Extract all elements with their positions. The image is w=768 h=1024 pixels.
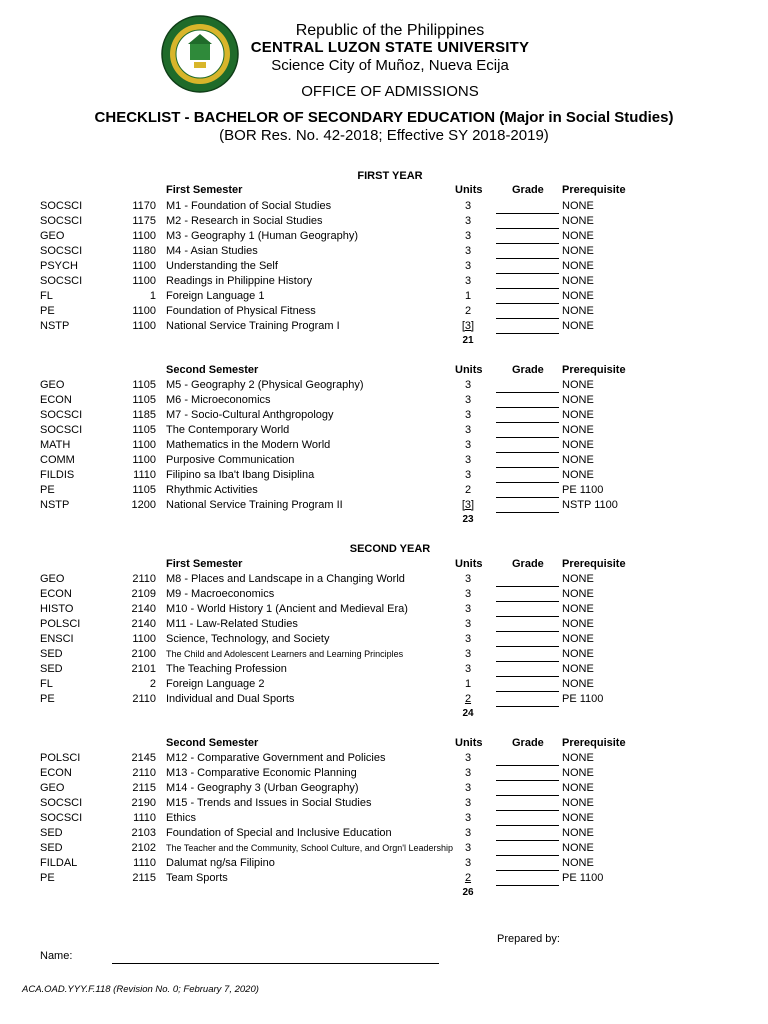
grade-field[interactable] bbox=[496, 840, 559, 841]
course-units: 3 bbox=[464, 796, 472, 809]
grade-field[interactable] bbox=[496, 885, 559, 886]
course-row bbox=[0, 484, 768, 499]
course-title: Foreign Language 1 bbox=[166, 289, 265, 302]
course-prerequisite: NONE bbox=[562, 408, 594, 421]
course-row bbox=[0, 663, 768, 678]
course-prerequisite: NONE bbox=[562, 856, 594, 869]
grade-header: Grade bbox=[512, 184, 544, 196]
course-prerequisite: NONE bbox=[562, 379, 594, 391]
header-location: Science City of Muñoz, Nueva Ecija bbox=[271, 57, 509, 74]
course-row bbox=[0, 603, 768, 618]
course-number: 2100 bbox=[131, 647, 156, 660]
course-title: M7 - Socio-Cultural Anthgropology bbox=[166, 408, 334, 421]
course-row bbox=[0, 573, 768, 588]
course-number: 2110 bbox=[132, 692, 156, 705]
course-prerequisite: NONE bbox=[562, 796, 594, 809]
grade-field[interactable] bbox=[496, 810, 559, 811]
course-number: 2 bbox=[149, 677, 156, 690]
course-prerequisite: NONE bbox=[562, 244, 594, 257]
course-units: 3 bbox=[464, 767, 472, 779]
course-title: National Service Training Program II bbox=[166, 498, 343, 511]
course-dept: NSTP bbox=[40, 498, 70, 511]
year-label: SECOND YEAR bbox=[349, 543, 431, 555]
course-dept: ECON bbox=[40, 767, 72, 779]
course-prerequisite: NONE bbox=[562, 229, 594, 242]
grade-field[interactable] bbox=[496, 646, 559, 647]
semester-label: Second Semester bbox=[166, 364, 259, 376]
course-row bbox=[0, 499, 768, 514]
grade-field[interactable] bbox=[496, 273, 559, 274]
course-row bbox=[0, 797, 768, 812]
course-units: 3 bbox=[464, 573, 472, 585]
grade-field[interactable] bbox=[496, 213, 559, 214]
grade-field[interactable] bbox=[496, 482, 559, 483]
course-units: 3 bbox=[464, 274, 472, 287]
course-units: 3 bbox=[464, 752, 472, 764]
course-prerequisite: NONE bbox=[562, 438, 594, 451]
course-number: 1100 bbox=[132, 304, 156, 317]
course-prerequisite: NONE bbox=[562, 453, 594, 466]
course-units: 3 bbox=[464, 588, 472, 600]
course-dept: SOCSCI bbox=[40, 244, 83, 257]
semester-label: Second Semester bbox=[166, 737, 259, 749]
course-units: 2 bbox=[464, 304, 472, 317]
course-number: 1100 bbox=[132, 259, 156, 272]
name-label: Name: bbox=[40, 950, 73, 962]
grade-field[interactable] bbox=[496, 333, 559, 334]
prepared-by-label: Prepared by: bbox=[497, 933, 560, 945]
grade-field[interactable] bbox=[496, 601, 559, 602]
grade-header: Grade bbox=[512, 737, 544, 749]
course-dept: PE bbox=[40, 304, 55, 317]
grade-field[interactable] bbox=[496, 795, 559, 796]
units-header: Units bbox=[455, 184, 483, 196]
course-row bbox=[0, 439, 768, 454]
course-prerequisite: NONE bbox=[562, 319, 594, 332]
course-row bbox=[0, 379, 768, 394]
course-prerequisite: NONE bbox=[562, 662, 594, 675]
course-units: 3 bbox=[464, 408, 472, 421]
course-row bbox=[0, 290, 768, 305]
course-number: 1170 bbox=[132, 200, 156, 212]
course-prerequisite: NONE bbox=[562, 752, 594, 764]
course-title: M3 - Geography 1 (Human Geography) bbox=[166, 229, 358, 242]
course-row bbox=[0, 409, 768, 424]
course-number: 1105 bbox=[132, 393, 156, 406]
course-number: 1185 bbox=[132, 408, 156, 421]
course-title: National Service Training Program I bbox=[166, 319, 340, 332]
course-number: 1100 bbox=[132, 438, 156, 451]
course-number: 1200 bbox=[131, 498, 156, 511]
form-code: ACA.OAD.YYY.F.118 (Revision No. 0; February 7, 2020) bbox=[22, 984, 259, 995]
course-dept: SED bbox=[40, 647, 63, 660]
header-republic: Republic of the Philippines bbox=[295, 22, 485, 39]
course-number: 2115 bbox=[132, 871, 156, 884]
course-number: 1100 bbox=[132, 319, 156, 332]
course-units: 3 bbox=[464, 602, 472, 615]
course-number: 1100 bbox=[132, 453, 156, 466]
course-dept: NSTP bbox=[40, 319, 70, 332]
course-title: Team Sports bbox=[166, 871, 228, 884]
course-dept: SOCSCI bbox=[40, 214, 83, 227]
course-prerequisite: NONE bbox=[562, 200, 594, 212]
course-title: The Teacher and the Community, School Culture, and Orgn'l Leadership bbox=[166, 842, 454, 853]
course-title: M9 - Macroeconomics bbox=[166, 588, 275, 600]
header-university: CENTRAL LUZON STATE UNIVERSITY bbox=[250, 39, 530, 56]
course-row bbox=[0, 394, 768, 409]
course-row bbox=[0, 648, 768, 663]
course-row bbox=[0, 230, 768, 245]
grade-field[interactable] bbox=[496, 228, 559, 229]
course-prerequisite: PE 1100 bbox=[562, 483, 604, 496]
course-units: 3 bbox=[464, 617, 472, 630]
course-number: 2101 bbox=[131, 662, 156, 675]
course-row bbox=[0, 588, 768, 603]
course-prerequisite: NONE bbox=[562, 647, 594, 660]
course-prerequisite: NONE bbox=[562, 393, 594, 406]
grade-field[interactable] bbox=[496, 870, 559, 871]
course-dept: SOCSCI bbox=[40, 200, 83, 212]
course-prerequisite: NONE bbox=[562, 304, 594, 317]
document-title: CHECKLIST - BACHELOR OF SECONDARY EDUCATION (Major in Social Studies) bbox=[94, 109, 674, 126]
course-dept: SOCSCI bbox=[40, 423, 83, 436]
course-title: M4 - Asian Studies bbox=[166, 244, 258, 257]
course-title: M13 - Comparative Economic Planning bbox=[166, 767, 357, 779]
course-units: 3 bbox=[464, 214, 472, 227]
course-title: M8 - Places and Landscape in a Changing World bbox=[166, 573, 405, 585]
course-units: 3 bbox=[464, 811, 472, 824]
grade-field[interactable] bbox=[496, 497, 559, 498]
course-units: [3] bbox=[461, 498, 475, 511]
course-dept: FILDIS bbox=[40, 468, 75, 481]
course-dept: COMM bbox=[40, 453, 75, 466]
course-title: Science, Technology, and Society bbox=[166, 632, 330, 645]
course-number: 2145 bbox=[131, 752, 156, 764]
grade-field[interactable] bbox=[496, 512, 559, 513]
course-dept: POLSCI bbox=[40, 752, 81, 764]
name-signature-line[interactable] bbox=[112, 963, 439, 964]
course-title: Foundation of Special and Inclusive Education bbox=[166, 826, 392, 839]
course-units: 3 bbox=[464, 632, 472, 645]
prerequisite-header: Prerequisite bbox=[562, 364, 626, 376]
grade-field[interactable] bbox=[496, 780, 559, 781]
grade-field[interactable] bbox=[496, 676, 559, 677]
course-dept: ECON bbox=[40, 588, 72, 600]
course-row bbox=[0, 260, 768, 275]
course-dept: FL bbox=[40, 289, 53, 302]
grade-field[interactable] bbox=[496, 318, 559, 319]
course-units: 3 bbox=[464, 229, 472, 242]
course-units: 3 bbox=[464, 453, 472, 466]
course-title: Foundation of Physical Fitness bbox=[166, 304, 316, 317]
course-prerequisite: PE 1100 bbox=[562, 871, 604, 884]
course-row bbox=[0, 767, 768, 782]
course-prerequisite: NONE bbox=[562, 602, 594, 615]
course-number: 2110 bbox=[132, 767, 156, 779]
course-title: The Child and Adolescent Learners and Learning Principles bbox=[166, 648, 404, 659]
course-units: 3 bbox=[464, 200, 472, 212]
course-units: 3 bbox=[464, 647, 472, 660]
course-number: 1110 bbox=[133, 856, 156, 869]
course-row bbox=[0, 782, 768, 797]
course-dept: PE bbox=[40, 692, 55, 705]
course-title: M10 - World History 1 (Ancient and Medieval Era) bbox=[166, 602, 408, 615]
course-units: 2 bbox=[464, 483, 472, 496]
course-title: M1 - Foundation of Social Studies bbox=[166, 200, 332, 212]
course-prerequisite: NONE bbox=[562, 289, 594, 302]
grade-field[interactable] bbox=[496, 288, 559, 289]
course-number: 1110 bbox=[133, 468, 156, 481]
course-units: 3 bbox=[464, 662, 472, 675]
course-dept: SOCSCI bbox=[40, 811, 83, 824]
course-row bbox=[0, 215, 768, 230]
course-row bbox=[0, 200, 768, 215]
course-dept: FL bbox=[40, 677, 53, 690]
course-row bbox=[0, 857, 768, 872]
course-prerequisite: NONE bbox=[562, 826, 594, 839]
document-subtitle: (BOR Res. No. 42-2018; Effective SY 2018-2019) bbox=[219, 127, 549, 144]
grade-field[interactable] bbox=[496, 437, 559, 438]
prerequisite-header: Prerequisite bbox=[562, 184, 626, 196]
course-number: 1100 bbox=[132, 229, 156, 242]
course-dept: MATH bbox=[40, 438, 71, 451]
course-dept: PE bbox=[40, 483, 55, 496]
course-units: 3 bbox=[464, 856, 472, 869]
course-number: 2103 bbox=[131, 826, 156, 839]
grade-field[interactable] bbox=[496, 616, 559, 617]
course-title: M12 - Comparative Government and Policies bbox=[166, 752, 386, 764]
course-prerequisite: NONE bbox=[562, 811, 594, 824]
grade-field[interactable] bbox=[496, 303, 559, 304]
course-units: [3] bbox=[461, 319, 475, 332]
course-row bbox=[0, 245, 768, 260]
course-dept: POLSCI bbox=[40, 617, 81, 630]
course-prerequisite: NSTP 1100 bbox=[562, 498, 618, 511]
course-prerequisite: NONE bbox=[562, 781, 594, 794]
course-number: 2115 bbox=[132, 781, 156, 794]
grade-header: Grade bbox=[512, 558, 544, 570]
course-number: 1100 bbox=[132, 274, 156, 287]
course-row bbox=[0, 752, 768, 767]
course-title: The Teaching Profession bbox=[166, 662, 287, 675]
course-prerequisite: NONE bbox=[562, 274, 594, 287]
course-units: 3 bbox=[464, 379, 472, 391]
grade-field[interactable] bbox=[496, 586, 559, 587]
course-number: 2140 bbox=[131, 617, 156, 630]
course-prerequisite: NONE bbox=[562, 588, 594, 600]
units-header: Units bbox=[455, 558, 483, 570]
course-dept: GEO bbox=[40, 229, 65, 242]
units-header: Units bbox=[455, 364, 483, 376]
grade-field[interactable] bbox=[496, 631, 559, 632]
course-row bbox=[0, 842, 768, 857]
course-title: M2 - Research in Social Studies bbox=[166, 214, 323, 227]
grade-field[interactable] bbox=[496, 691, 559, 692]
course-dept: SOCSCI bbox=[40, 408, 83, 421]
course-units: 3 bbox=[464, 841, 472, 854]
course-row bbox=[0, 872, 768, 887]
course-row bbox=[0, 812, 768, 827]
course-number: 2110 bbox=[132, 573, 156, 585]
course-title: Mathematics in the Modern World bbox=[166, 438, 331, 451]
course-number: 1105 bbox=[132, 379, 156, 391]
course-title: Rhythmic Activities bbox=[166, 483, 258, 496]
course-prerequisite: NONE bbox=[562, 468, 594, 481]
course-prerequisite: NONE bbox=[562, 841, 594, 854]
course-title: Individual and Dual Sports bbox=[166, 692, 295, 705]
course-row bbox=[0, 678, 768, 693]
course-title: M5 - Geography 2 (Physical Geography) bbox=[166, 379, 364, 391]
course-number: 1110 bbox=[133, 811, 156, 824]
grade-field[interactable] bbox=[496, 258, 559, 259]
course-dept: GEO bbox=[40, 379, 65, 391]
grade-field[interactable] bbox=[496, 452, 559, 453]
header-office: OFFICE OF ADMISSIONS bbox=[301, 83, 479, 100]
course-row bbox=[0, 275, 768, 290]
course-units: 2 bbox=[464, 692, 472, 705]
course-units: 3 bbox=[464, 393, 472, 406]
grade-field[interactable] bbox=[496, 855, 559, 856]
course-units: 2 bbox=[464, 871, 472, 884]
course-title: Readings in Philippine History bbox=[166, 274, 313, 287]
course-title: The Contemporary World bbox=[166, 423, 290, 436]
course-dept: SOCSCI bbox=[40, 796, 83, 809]
course-prerequisite: NONE bbox=[562, 573, 594, 585]
grade-field[interactable] bbox=[496, 706, 559, 707]
grade-field[interactable] bbox=[496, 467, 559, 468]
course-number: 1 bbox=[149, 289, 156, 302]
course-number: 2109 bbox=[131, 588, 156, 600]
course-dept: HISTO bbox=[40, 602, 74, 615]
grade-field[interactable] bbox=[496, 422, 559, 423]
semester-total-units: 21 bbox=[462, 334, 474, 346]
course-units: 3 bbox=[464, 781, 472, 794]
course-number: 1105 bbox=[132, 483, 156, 496]
course-title: M14 - Geography 3 (Urban Geography) bbox=[166, 781, 359, 794]
course-row bbox=[0, 633, 768, 648]
course-title: M15 - Trends and Issues in Social Studies bbox=[166, 796, 372, 809]
course-units: 3 bbox=[464, 244, 472, 257]
course-row bbox=[0, 454, 768, 469]
course-row bbox=[0, 693, 768, 708]
course-prerequisite: PE 1100 bbox=[562, 692, 604, 705]
course-row bbox=[0, 424, 768, 439]
course-title: M11 - Law-Related Studies bbox=[166, 617, 298, 630]
semester-label: First Semester bbox=[166, 184, 243, 196]
course-number: 1175 bbox=[132, 214, 156, 227]
course-title: Understanding the Self bbox=[166, 259, 278, 272]
course-row bbox=[0, 320, 768, 335]
course-dept: ECON bbox=[40, 393, 72, 406]
course-dept: SOCSCI bbox=[40, 274, 83, 287]
grade-field[interactable] bbox=[496, 661, 559, 662]
course-title: Ethics bbox=[166, 811, 196, 824]
course-title: Dalumat ng/sa Filipino bbox=[166, 856, 275, 869]
course-number: 1100 bbox=[132, 632, 156, 645]
course-dept: FILDAL bbox=[40, 856, 78, 869]
grade-field[interactable] bbox=[496, 407, 559, 408]
course-units: 1 bbox=[464, 289, 472, 302]
course-title: Filipino sa Iba't Ibang Disiplina bbox=[166, 468, 315, 481]
course-dept: GEO bbox=[40, 781, 65, 794]
course-dept: GEO bbox=[40, 573, 65, 585]
semester-total-units: 24 bbox=[462, 707, 474, 719]
course-dept: SED bbox=[40, 841, 63, 854]
course-dept: PSYCH bbox=[40, 259, 78, 272]
grade-header: Grade bbox=[512, 364, 544, 376]
course-number: 2102 bbox=[131, 841, 156, 854]
course-number: 1180 bbox=[132, 244, 156, 257]
year-label: FIRST YEAR bbox=[357, 170, 423, 182]
semester-label: First Semester bbox=[166, 558, 243, 570]
course-dept: PE bbox=[40, 871, 55, 884]
course-title: Purposive Communication bbox=[166, 453, 295, 466]
course-prerequisite: NONE bbox=[562, 632, 594, 645]
course-prerequisite: NONE bbox=[562, 767, 594, 779]
semester-total-units: 23 bbox=[462, 513, 474, 525]
prerequisite-header: Prerequisite bbox=[562, 737, 626, 749]
course-units: 3 bbox=[464, 259, 472, 272]
course-units: 3 bbox=[464, 468, 472, 481]
course-title: M6 - Microeconomics bbox=[166, 393, 271, 406]
course-row bbox=[0, 618, 768, 633]
grade-field[interactable] bbox=[496, 243, 559, 244]
course-row bbox=[0, 305, 768, 320]
course-prerequisite: NONE bbox=[562, 259, 594, 272]
course-units: 1 bbox=[464, 677, 472, 690]
course-prerequisite: NONE bbox=[562, 617, 594, 630]
course-number: 2140 bbox=[131, 602, 156, 615]
course-units: 3 bbox=[464, 438, 472, 451]
course-title: Foreign Language 2 bbox=[166, 677, 265, 690]
course-number: 1105 bbox=[132, 423, 156, 436]
course-prerequisite: NONE bbox=[562, 214, 594, 227]
units-header: Units bbox=[455, 737, 483, 749]
grade-field[interactable] bbox=[496, 765, 559, 766]
grade-field[interactable] bbox=[496, 392, 559, 393]
course-prerequisite: NONE bbox=[562, 423, 594, 436]
course-prerequisite: NONE bbox=[562, 677, 594, 690]
course-units: 3 bbox=[464, 423, 472, 436]
grade-field[interactable] bbox=[496, 825, 559, 826]
course-dept: ENSCI bbox=[40, 632, 74, 645]
course-row bbox=[0, 827, 768, 842]
course-units: 3 bbox=[464, 826, 472, 839]
prerequisite-header: Prerequisite bbox=[562, 558, 626, 570]
course-dept: SED bbox=[40, 826, 63, 839]
course-dept: SED bbox=[40, 662, 63, 675]
course-number: 2190 bbox=[131, 796, 156, 809]
semester-total-units: 26 bbox=[462, 886, 474, 898]
course-row bbox=[0, 469, 768, 484]
